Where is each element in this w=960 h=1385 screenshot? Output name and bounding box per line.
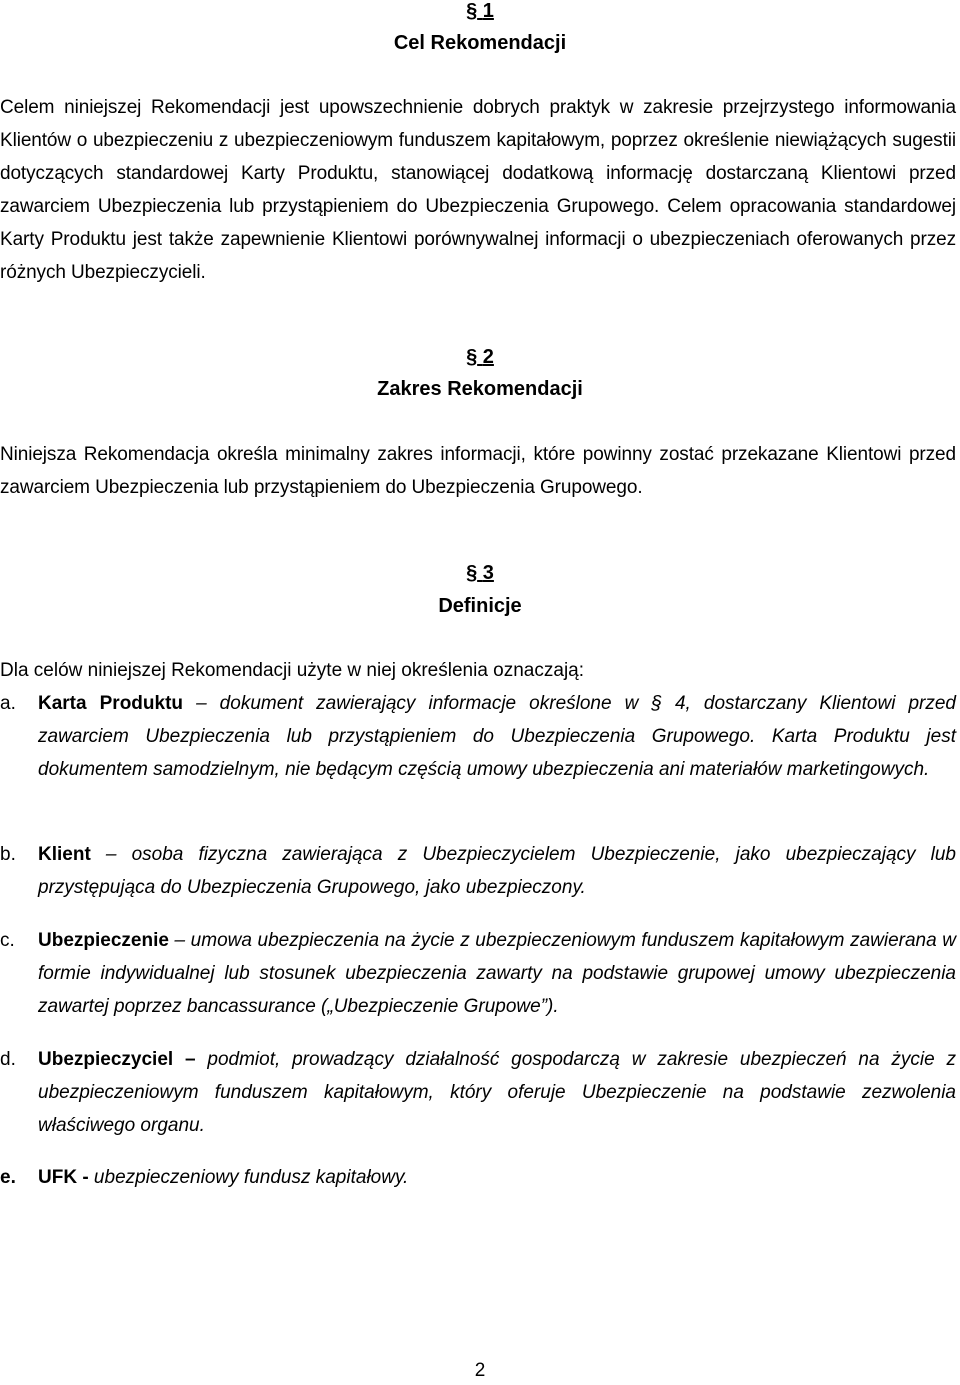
definition-letter: d. (0, 1049, 16, 1070)
definition-text: ubezpieczeniowy fundusz kapitałowy. (88, 1167, 409, 1188)
definition-term: Karta Produktu (38, 693, 184, 714)
definition-letter: e. (0, 1167, 16, 1188)
section-2-title: Zakres Rekomendacji (377, 378, 583, 400)
definition-letter: b. (0, 844, 16, 865)
definition-c (0, 924, 956, 1023)
definition-text: – osoba fizyczna zawierająca z Ubezpieczycielem Ubezpieczenie, jako ubezpieczający lub przystępująca do Ubezpieczenia Grupowego, jako ubezpieczony. (38, 844, 956, 898)
page-number: 2 (474, 1360, 486, 1381)
definition-letter: c. (0, 930, 15, 951)
section-1-symbol (466, 0, 494, 22)
definition-body (38, 687, 956, 786)
section-2-symbol (466, 346, 494, 368)
definition-text: podmiot, prowadzący działalność gospodarczą w zakresie ubezpieczeń na życie z ubezpieczeniowym funduszem kapitałowym, który oferuje Ubezpieczenie na podstawie zezwolenia właściwego organu. (38, 1049, 956, 1136)
definition-term: Klient (38, 844, 91, 865)
definition-a (0, 687, 956, 786)
section-symbol: § (466, 562, 478, 584)
definition-text: – dokument zawierający informacje określone w § 4, dostarczany Klientowi przed zawarciem Ubezpieczenia lub przystąpieniem do Ubezpieczenia Grupowego. Karta Produktu jest dokumentem samodzielnym, nie będącym częścią umowy ubezpieczenia ani materiałów marketingowych. (38, 693, 956, 780)
section-2-heading (0, 341, 960, 374)
definition-body (38, 1043, 956, 1142)
definition-term: Ubezpieczenie (38, 930, 169, 951)
section-3-intro: Dla celów niniejszej Rekomendacji użyte w niej określenia oznaczają: (0, 660, 585, 681)
definition-body (38, 838, 956, 904)
definition-term: Ubezpieczyciel – (38, 1049, 196, 1070)
section-2-paragraph: Niniejsza Rekomendacja określa minimalny zakres informacji, które powinny zostać przekazane Klientowi przed zawarciem Ubezpieczenia lub przystąpieniem do Ubezpieczenia Grupowego. (0, 444, 956, 498)
definition-body (38, 1161, 956, 1194)
section-1-title: Cel Rekomendacji (393, 32, 567, 54)
section-symbol: § (466, 0, 478, 22)
section-1-paragraph: Celem niniejszej Rekomendacji jest upowszechnienie dobrych praktyk w zakresie przejrzystego informowania Klientów o ubezpieczeniu z ubezpieczeniowym funduszem kapitałowym, poprzez określenie niewiążących sugestii dotyczących standardowej Karty Produktu, stanowiącej dodatkową informację dostarczaną Klientowi przed zawarciem Ubezpieczenia lub przystąpieniem do Ubezpieczenia Grupowego. Celem opracowania standardowej Karty Produktu jest także zapewnienie Klientowi porównywalnej informacji o ubezpieczeniach oferowanych przez różnych Ubezpieczycieli. (0, 97, 956, 283)
section-number: 1 (482, 0, 494, 22)
definition-body (38, 924, 956, 1023)
definition-b (0, 838, 956, 904)
section-1-heading (0, 0, 960, 28)
definition-e (0, 1161, 956, 1194)
section-3-title: Definicje (438, 595, 522, 617)
definition-text: – umowa ubezpieczenia na życie z ubezpieczeniowym funduszem kapitałowym zawierana w formie indywidualnej lub stosunek ubezpieczenia zawarty na podstawie grupowej umowy ubezpieczenia zawartej poprzez bancassurance („Ubezpieczenie Grupowe”). (38, 930, 956, 1017)
section-3-symbol (466, 562, 494, 584)
section-3-heading (0, 557, 960, 590)
definition-letter: a. (0, 693, 16, 714)
definition-d (0, 1043, 956, 1142)
section-number: 2 (482, 346, 494, 368)
section-number: 3 (482, 562, 494, 584)
definition-term: UFK - (38, 1167, 89, 1188)
section-symbol: § (466, 346, 478, 368)
